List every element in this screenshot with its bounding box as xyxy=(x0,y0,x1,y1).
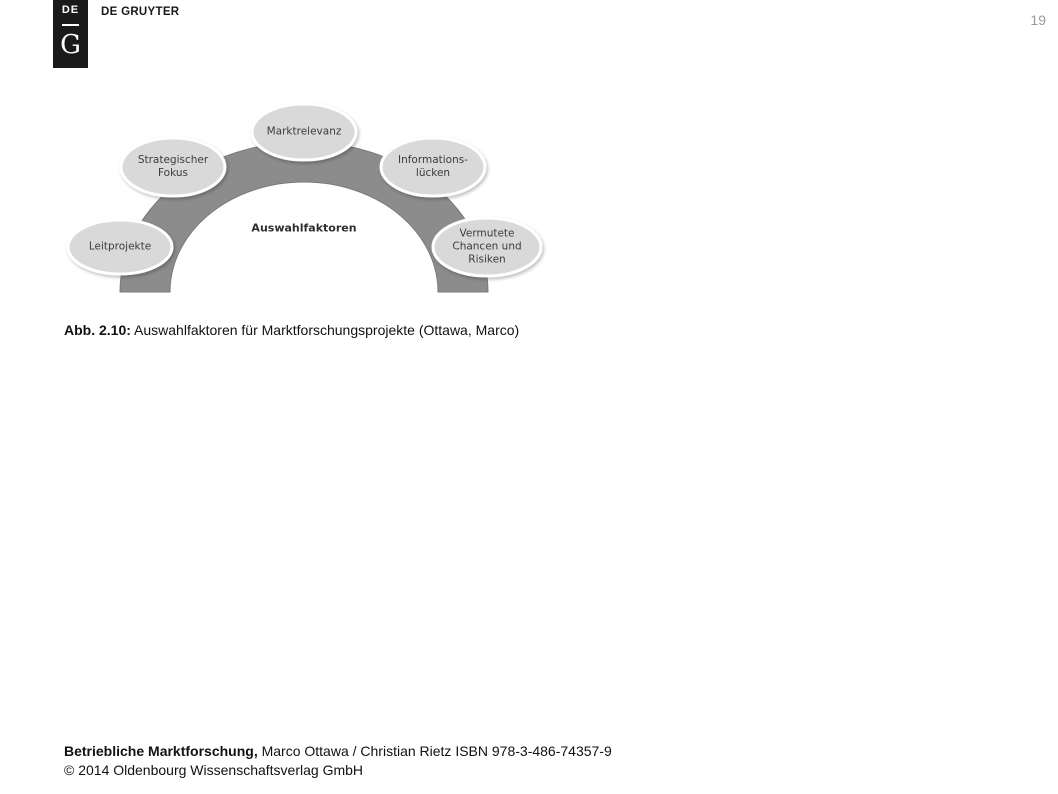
figure-caption xyxy=(64,322,519,338)
label-marktrelevanz: Marktrelevanz xyxy=(266,125,342,138)
caption-label: Abb. 2.10: xyxy=(64,322,131,338)
center-label: Auswahlfaktoren xyxy=(251,221,357,235)
logo-divider xyxy=(62,24,79,26)
label-informationsluecken: Informations- lücken xyxy=(397,154,469,179)
logo-de-text: DE xyxy=(61,4,80,16)
footer-title: Betriebliche Marktforschung, xyxy=(64,743,258,759)
label-strategischer-fokus: Strategischer Fokus xyxy=(137,154,209,179)
footer xyxy=(64,742,612,780)
publisher-name: DE GRUYTER xyxy=(101,6,180,18)
footer-citation xyxy=(64,742,612,761)
footer-authors: Marco Ottawa / Christian Rietz ISBN 978-3-486-74357-9 xyxy=(257,743,612,759)
caption-text: Auswahlfaktoren für Marktforschungsprojekte (Ottawa, Marco) xyxy=(130,322,520,338)
logo-g-text: G xyxy=(60,30,81,60)
footer-copyright: © 2014 Oldenbourg Wissenschaftsverlag GmbH xyxy=(64,762,364,778)
de-gruyter-logo xyxy=(53,0,88,68)
figure-auswahlfaktoren xyxy=(60,100,560,300)
label-vermutete-chancen: Vermutete Chancen und Risiken xyxy=(452,227,522,266)
label-leitprojekte: Leitprojekte xyxy=(88,240,152,253)
page-number: 19 xyxy=(1030,12,1046,28)
